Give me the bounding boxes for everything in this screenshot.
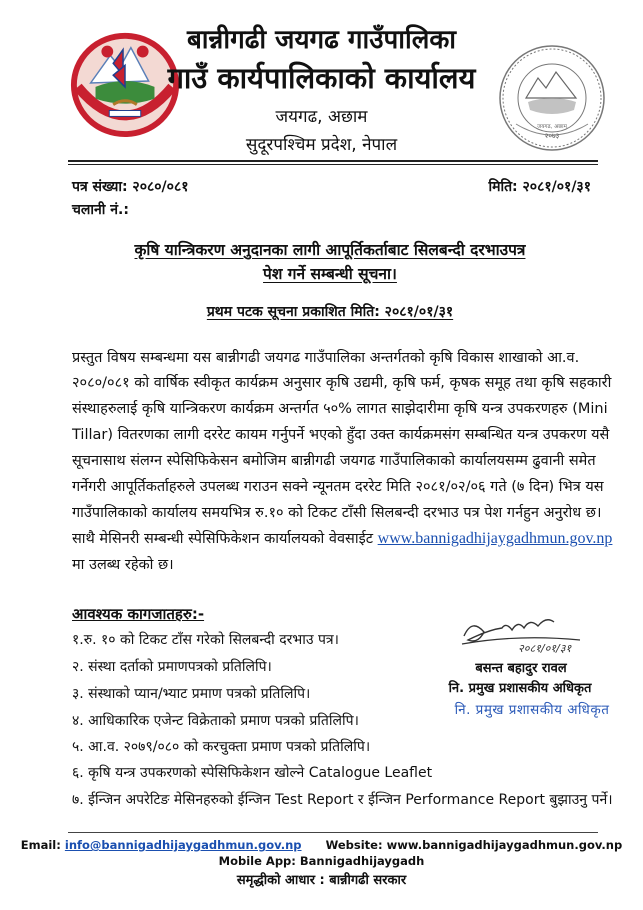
requirement-item: ४. आधिकारिक एजेन्ट विक्रेताको प्रमाण पत्रको प्रतिलिपि। (72, 713, 359, 729)
footer-contact (0, 838, 643, 852)
reference-number: पत्र संख्या: २०८०/०८१ (72, 179, 189, 195)
requirement-item: ५. आ.व. २०७९/०८० को करचुक्ता प्रमाण पत्रको प्रतिलिपि। (72, 739, 371, 755)
requirement-item: ३. संस्थाको प्यान/भ्याट प्रमाण पत्रको प्रतिलिपि। (72, 686, 311, 702)
office-location: जयगढ, अछाम (275, 107, 368, 127)
website-label: Website: (325, 838, 383, 852)
signature-date: २०८१/०१/३१ (518, 642, 572, 655)
email-label: Email: (20, 838, 61, 852)
requirement-item: ७. ईन्जिन अपरेटिङ मेसिनहरुको ईन्जिन Test Report र ईन्जिन Performance Report बुझाउनु पर्ने। (72, 792, 613, 808)
signatory-name: बसन्त बहादुर रावल (475, 661, 567, 676)
office-name: गाउँ कार्यपालिकाको कार्यालय (167, 61, 476, 95)
svg-text:२०७३: २०७३ (544, 132, 560, 140)
body-line: गाउँपालिकाको कार्यालय समयभित्र रु.१० को टिकट टाँसी सिलबन्दी दरभाउ पत्र पेश गर्नहुन अनुरोध छ। (72, 505, 602, 521)
footer-website: www.bannigadhijaygadhmun.gov.np (386, 838, 623, 852)
body-line: प्रस्तुत विषय सम्बन्धमा यस बान्नीगढी जयगढ गाउँपालिका अन्तर्गतको कृषि विकास शाखाको आ.व. (72, 350, 580, 366)
requirement-item: ६. कृषि यन्त्र उपकरणको स्पेसिफिकेशन खोल्ने Catalogue Leaflet (72, 765, 433, 781)
designation-stamp: नि. प्रमुख प्रशासकीय अधिकृत (454, 702, 610, 718)
notice-subject (60, 238, 600, 286)
body-line: Tillar) वितरणका लागी दररेट कायम गर्नुपर्ने भएको हुँदा उक्त कार्यक्रमसंग सम्बन्धित यन्त्र उपकरण यसै (72, 427, 610, 443)
municipality-name: बान्नीगढी जयगढ गाउँपालिका (186, 25, 457, 55)
requirement-item: २. संस्था दर्ताको प्रमाणपत्रको प्रतिलिपि। (72, 659, 272, 675)
dispatch-number: चलानी नं.: (72, 202, 129, 218)
body-line-text: साथै मेसिनरी सम्बन्धी स्पेसिफिकेशन कार्यालयको वेवसाईट (72, 531, 374, 547)
svg-text:जयगढ, अछाम: जयगढ, अछाम (537, 124, 567, 130)
letter-date: मिति: २०८१/०१/३१ (488, 179, 591, 195)
handwritten-signature (458, 610, 588, 656)
body-line: २०८०/०८१ को वार्षिक स्वीकृत कार्यक्रम अनुसार कृषि उद्यमी, कृषि फर्म, कृषक समूह तथा कृषि सहकारी (72, 375, 612, 391)
footer-slogan: समृद्धीको आधार : बान्नीगढी सरकार (236, 873, 407, 888)
footer-divider (68, 832, 598, 833)
body-line: सूचनासाथ संलग्न स्पेसिफिकेसन बमोजिम बान्नीगढी जयगढ गाउँपालिकाको कार्यालयसम्म ढुवानी समेत (72, 453, 596, 469)
subject-line-2: पेश गर्ने सम्बन्धी सूचना। (263, 265, 397, 283)
office-province: सुदूरपश्चिम प्रदेश, नेपाल (245, 135, 398, 155)
website-link[interactable]: www.bannigadhijaygadhmun.gov.np (377, 530, 613, 547)
requirement-item: १.रु. १० को टिकट टाँस गरेको सिलबन्दी दरभाउ पत्र। (72, 632, 339, 648)
requirements-heading: आवश्यक कागजातहरु:- (72, 605, 205, 623)
mobile-app: Mobile App: Bannigadhijaygadh (218, 854, 425, 868)
header-divider (68, 160, 598, 162)
body-line: गर्नेगरी आपूर्तिकर्ताहरुले उपलब्ध गराउन सक्ने न्यूनतम दररेट मिति २०८१/०२/०६ गते (७ दिन) भित्र यस (72, 479, 604, 495)
email-link[interactable]: info@bannigadhijaygadhmun.gov.np (64, 838, 302, 852)
body-line: संस्थाहरुलाई कृषि यान्त्रिकरण कार्यक्रम अन्तर्गत ५०% लागत साझेदारीमा कृषि यन्त्र उपकरणहरु (Mini (72, 401, 608, 417)
subject-line-1: कृषि यान्त्रिकरण अनुदानका लागी आपूर्तिकर्ताबाट सिलबन्दी दरभाउपत्र (134, 241, 526, 259)
body-line (72, 528, 612, 548)
header-divider-thin (68, 164, 598, 165)
first-published-date: प्रथम पटक सूचना प्रकाशित मिति: २०८१/०१/३१ (206, 304, 454, 320)
body-line: मा उलब्ध रहेको छ। (72, 557, 174, 573)
signatory-title: नि. प्रमुख प्रशासकीय अधिकृत (448, 681, 592, 696)
